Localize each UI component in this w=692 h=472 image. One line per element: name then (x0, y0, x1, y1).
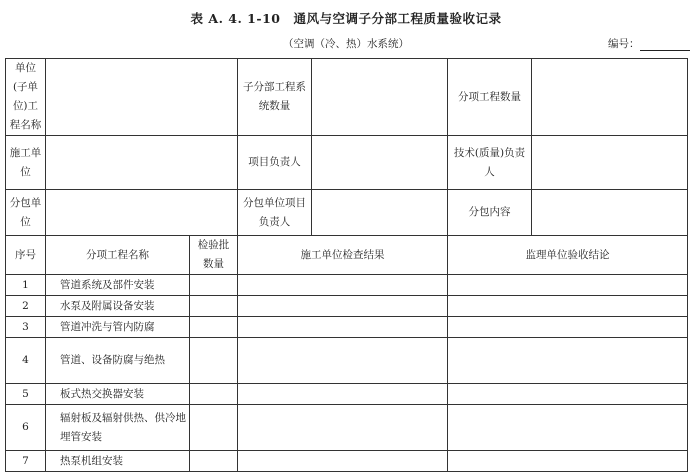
row-conclusion[interactable] (448, 275, 688, 296)
table-row (6, 405, 688, 451)
row-no: 7 (6, 451, 46, 472)
row-conclusion[interactable] (448, 338, 688, 384)
document-title: 表 A. 4. 1-10 通风与空调子分部工程质量验收记录 (190, 11, 502, 26)
serial-number-label: 编号： (608, 38, 640, 50)
col-header-name: 分项工程名称 (46, 236, 190, 275)
row-no: 6 (6, 405, 46, 451)
table-row (6, 384, 688, 405)
col-header-result: 施工单位检查结果 (238, 236, 448, 275)
info-row-construction (6, 136, 688, 190)
table-row (6, 451, 688, 472)
unit-name-label: 单位(子单位)工程名称 (6, 59, 46, 136)
table-row (6, 275, 688, 296)
table-row (6, 296, 688, 317)
sub-system-count-value[interactable] (312, 59, 448, 136)
info-row-project (6, 59, 688, 136)
subcontractor-label: 分包单位 (6, 190, 46, 236)
tech-lead-value[interactable] (532, 136, 688, 190)
row-no: 1 (6, 275, 46, 296)
row-name: 热泵机组安装 (46, 451, 190, 472)
sub-project-lead-label: 分包单位项目负责人 (238, 190, 312, 236)
project-lead-label: 项目负责人 (238, 136, 312, 190)
row-batch[interactable] (190, 338, 238, 384)
row-result[interactable] (238, 451, 448, 472)
row-name: 辐射板及辐射供热、供冷地埋管安装 (46, 405, 190, 451)
tech-lead-label: 技术(质量)负责人 (448, 136, 532, 190)
row-result[interactable] (238, 384, 448, 405)
row-name: 管道系统及部件安装 (46, 275, 190, 296)
row-no: 5 (6, 384, 46, 405)
row-name: 管道冲洗与管内防腐 (46, 317, 190, 338)
info-row-subcontract (6, 190, 688, 236)
sub-project-lead-value[interactable] (312, 190, 448, 236)
sub-content-label: 分包内容 (448, 190, 532, 236)
unit-name-value[interactable] (46, 59, 238, 136)
row-result[interactable] (238, 275, 448, 296)
row-name: 板式热交换器安装 (46, 384, 190, 405)
row-batch[interactable] (190, 451, 238, 472)
row-batch[interactable] (190, 384, 238, 405)
col-header-no: 序号 (6, 236, 46, 275)
sub-content-value[interactable] (532, 190, 688, 236)
document-subtitle: （空调（冷、热）水系统） (283, 38, 409, 50)
row-conclusion[interactable] (448, 384, 688, 405)
row-name: 管道、设备防腐与绝热 (46, 338, 190, 384)
col-header-batch: 检验批数量 (190, 236, 238, 275)
row-conclusion[interactable] (448, 405, 688, 451)
sub-system-count-label: 子分部工程系统数量 (238, 59, 312, 136)
table-row (6, 317, 688, 338)
row-batch[interactable] (190, 317, 238, 338)
row-no: 4 (6, 338, 46, 384)
serial-number-field (608, 36, 690, 51)
row-conclusion[interactable] (448, 296, 688, 317)
acceptance-record-table (5, 58, 688, 472)
row-batch[interactable] (190, 296, 238, 317)
sub-item-count-value[interactable] (532, 59, 688, 136)
column-header-row (6, 236, 688, 275)
table-row (6, 338, 688, 384)
row-conclusion[interactable] (448, 451, 688, 472)
col-header-conclusion: 监理单位验收结论 (448, 236, 688, 275)
row-batch[interactable] (190, 275, 238, 296)
row-conclusion[interactable] (448, 317, 688, 338)
row-batch[interactable] (190, 405, 238, 451)
row-result[interactable] (238, 405, 448, 451)
row-name: 水泵及附属设备安装 (46, 296, 190, 317)
sub-item-count-label: 分项工程数量 (448, 59, 532, 136)
row-no: 3 (6, 317, 46, 338)
row-no: 2 (6, 296, 46, 317)
serial-number-blank[interactable] (640, 38, 690, 51)
construction-unit-value[interactable] (46, 136, 238, 190)
row-result[interactable] (238, 296, 448, 317)
subcontractor-value[interactable] (46, 190, 238, 236)
row-result[interactable] (238, 338, 448, 384)
construction-unit-label: 施工单位 (6, 136, 46, 190)
row-result[interactable] (238, 317, 448, 338)
project-lead-value[interactable] (312, 136, 448, 190)
